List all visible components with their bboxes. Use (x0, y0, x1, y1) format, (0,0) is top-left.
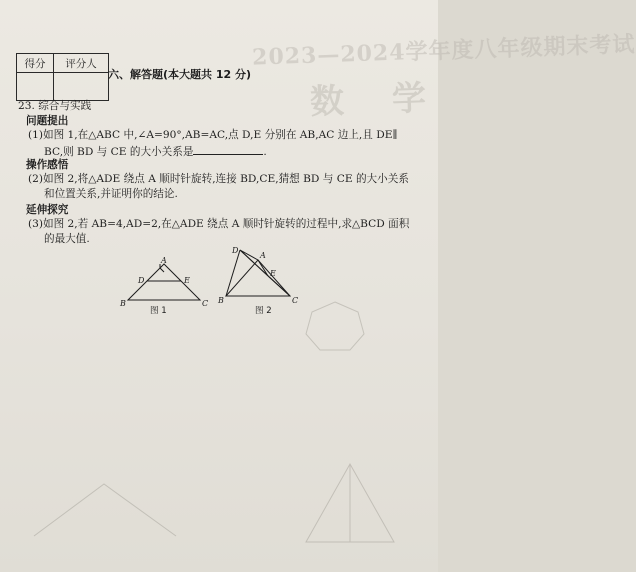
fig2-label-d: D (232, 246, 239, 255)
fig2-label-b: B (218, 296, 224, 305)
part2-line2: 和位置关系,并证明你的结论. (44, 188, 178, 200)
part1-heading: 问题提出 (26, 115, 69, 127)
part1-line1: (1)如图 1,在△ABC 中,∠A=90°,AB=AC,点 D,E 分别在 AB,AC 边上,且 DE∥ (28, 129, 398, 141)
figure-2-caption: 图 2 (255, 306, 272, 316)
part2-heading: 操作感悟 (26, 159, 69, 171)
score-table (16, 53, 109, 101)
bleed-through-title: 2023—2024学年度八年级期末考试 (251, 31, 636, 71)
fig2-label-e: E (270, 269, 276, 278)
part2-line1: (2)如图 2,将△ADE 绕点 A 顺时针旋转,连接 BD,CE,猜想 BD 与 CE 的大小关系 (28, 173, 409, 185)
part3-heading: 延伸探究 (26, 204, 69, 216)
grader-cell (54, 73, 109, 101)
grader-header: 评分人 (54, 54, 109, 73)
figure-1-caption: 图 1 (150, 306, 167, 316)
score-cell (17, 73, 54, 101)
part1-line2-end: . (263, 146, 267, 158)
part1-line2 (44, 143, 267, 160)
bleed-through-triangle-left (30, 470, 180, 550)
fig1-label-c: C (202, 299, 209, 308)
fig1-label-d: D (138, 276, 145, 285)
fig1-label-a: A (161, 256, 167, 265)
segment-bd (226, 250, 240, 296)
bleed-through-heptagon (300, 296, 370, 356)
answer-blank (193, 143, 263, 155)
part3-line1: (3)如图 2,若 AB=4,AD=2,在△ADE 绕点 A 顺时针旋转的过程中,求△BCD 面积 (28, 218, 410, 230)
figure-2-diagram (218, 246, 304, 306)
score-header: 得分 (17, 54, 54, 73)
fig2-label-a: A (260, 251, 266, 260)
part1-line2-text: BC,则 BD 与 CE 的大小关系是 (44, 146, 194, 158)
question-number: 23. 综合与实践 (18, 100, 92, 112)
fig1-label-e: E (184, 276, 190, 285)
fig2-label-c: C (292, 296, 299, 305)
bleed-through-triangle-right (300, 460, 400, 550)
section-heading: 六、解答题(本大题共 12 分) (108, 68, 252, 81)
part3-line2: 的最大值. (44, 233, 90, 245)
fig1-label-b: B (120, 299, 126, 308)
bleed-through-subject: 数 学 (309, 77, 445, 123)
